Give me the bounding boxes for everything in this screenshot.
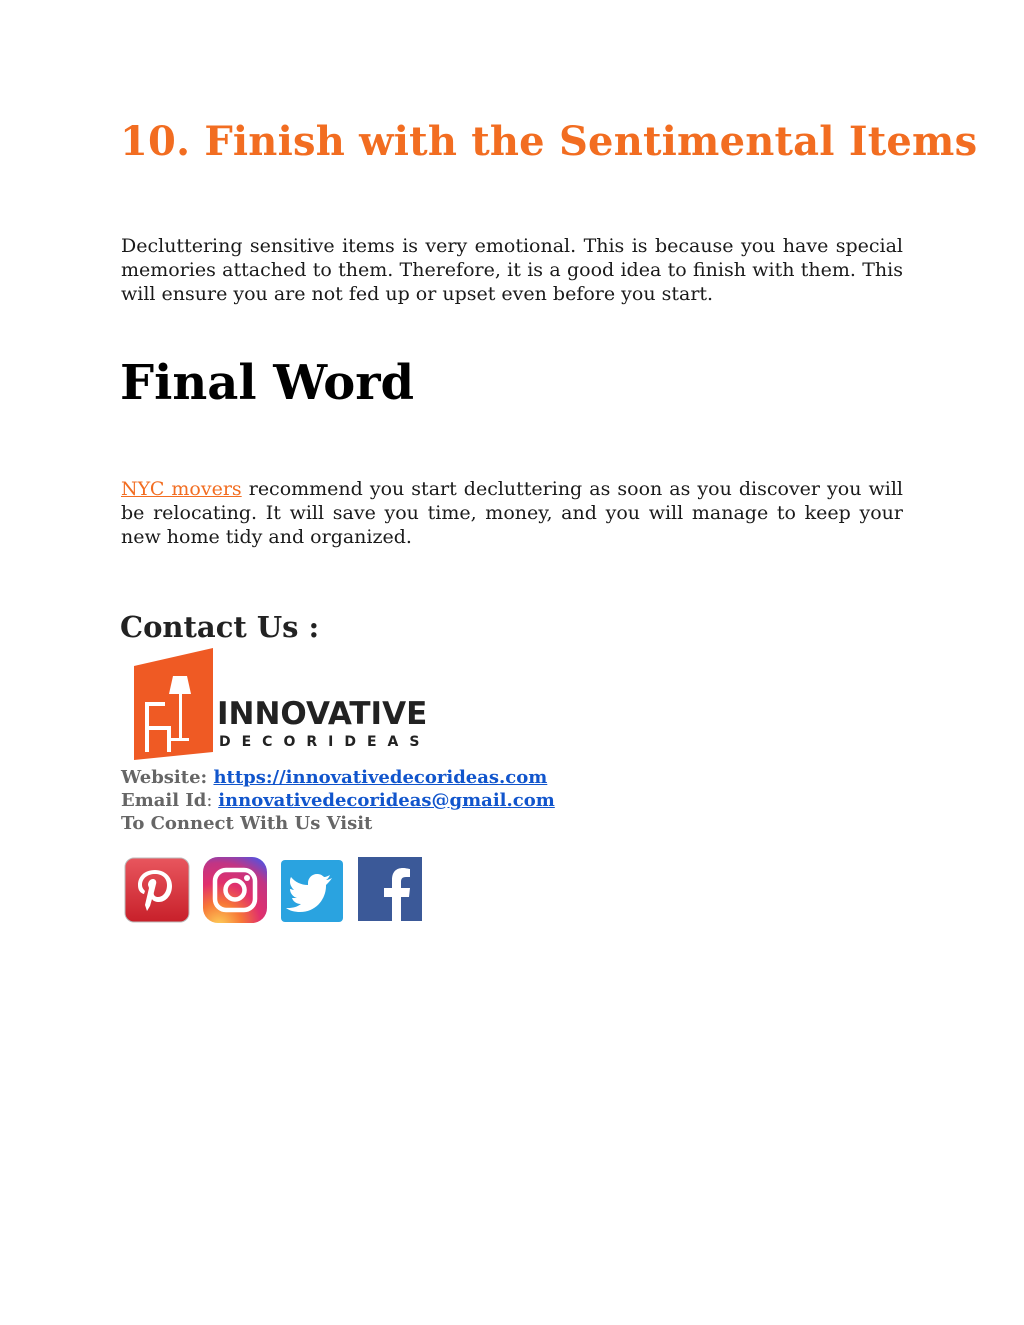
website-link[interactable]: https://innovativedecorideas.com xyxy=(213,767,548,788)
final-paragraph xyxy=(121,477,903,549)
section-paragraph: Decluttering sensitive items is very emotional. This is because you have special memories attached to them. Therefore, it is a good idea to finish with them. This will ensure you are not fed up or upset even before you start. xyxy=(121,235,903,305)
final-paragraph-text: recommend you start decluttering as soon as you discover you will be relocating. It will save you time, money, and you will manage to keep your new home tidy and organized. xyxy=(121,478,903,548)
email-separator: : xyxy=(206,790,219,811)
facebook-icon[interactable] xyxy=(357,856,423,924)
instagram-icon[interactable] xyxy=(202,856,268,924)
pinterest-icon[interactable] xyxy=(124,856,190,924)
email-line xyxy=(121,790,555,812)
logo-brand-line1: INNOVATIVE xyxy=(217,696,428,732)
final-word-heading: Final Word xyxy=(120,355,415,411)
website-label: Website: xyxy=(121,767,214,788)
connect-text: To Connect With Us Visit xyxy=(121,813,373,834)
logo-brand-line2: DECORIDEAS xyxy=(219,734,431,750)
email-label: Email Id xyxy=(121,790,207,811)
innovative-decorideas-logo xyxy=(131,648,451,760)
contact-heading: Contact Us : xyxy=(120,610,320,644)
section-heading: 10. Finish with the Sentimental Items xyxy=(120,118,978,165)
twitter-icon[interactable] xyxy=(280,856,346,924)
nyc-movers-link[interactable]: NYC movers xyxy=(121,478,242,500)
website-line xyxy=(121,767,547,789)
email-link[interactable]: innovativedecorideas@gmail.com xyxy=(218,790,555,811)
